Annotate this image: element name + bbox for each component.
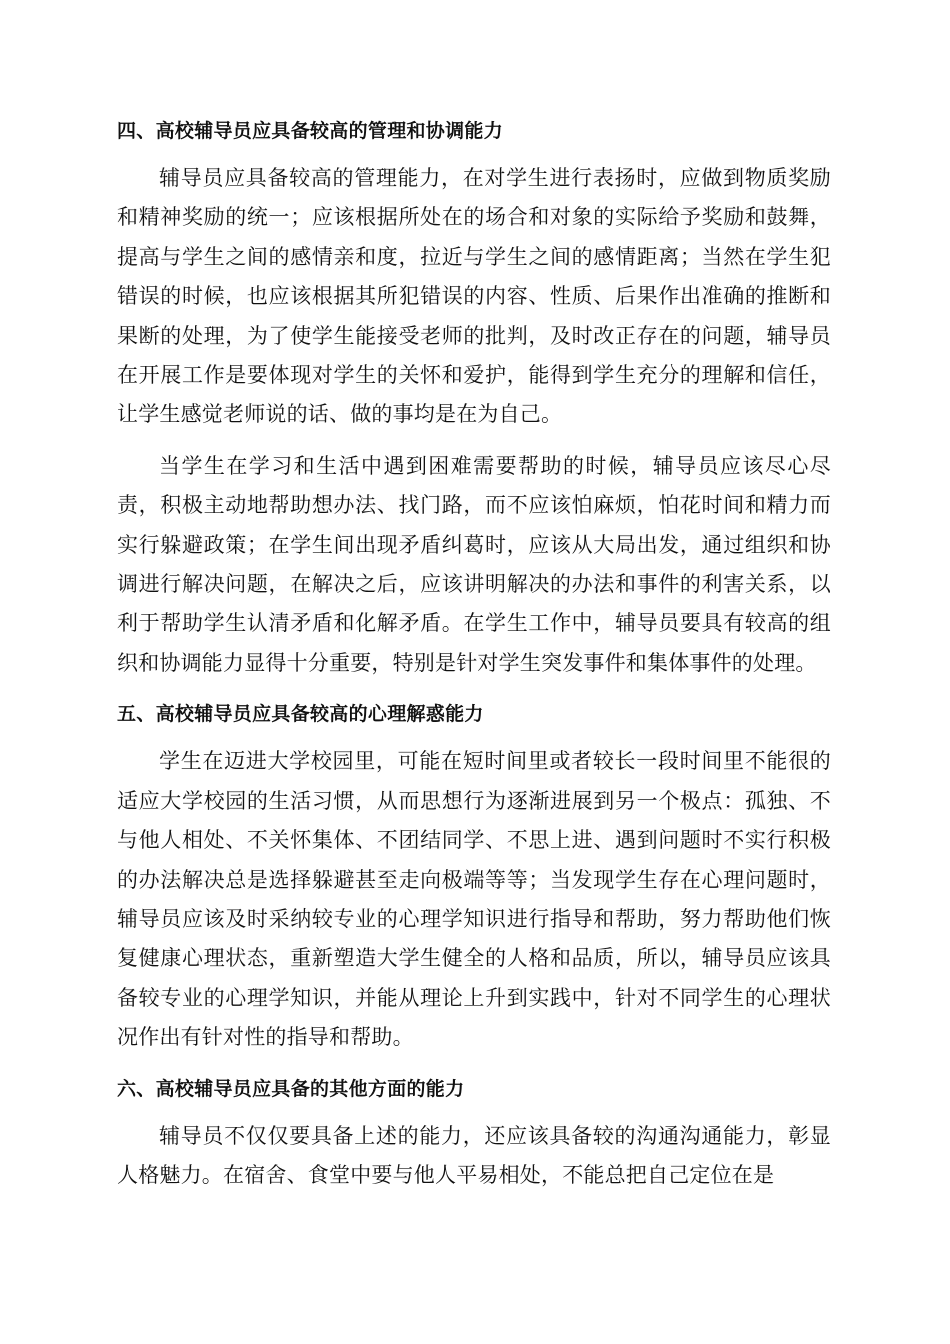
document-page	[117, 112, 831, 1195]
section-heading-6: 六、高校辅导员应具备的其他方面的能力	[117, 1077, 465, 1100]
section-heading-4: 四、高校辅导员应具备较高的管理和协调能力	[117, 120, 504, 142]
paragraph-coordination-ability: 当学生在学习和生活中遇到困难需要帮助的时候，辅导员应该尽心尽责，积极主动地帮助想办法、找门路，而不应该怕麻烦，怕花时间和精力而实行躲避政策；在学生间出现矛盾纠葛时，应该从大局出发，通过组织和协调进行解决问题，在解决之后，应该讲明解决的办法和事件的利害关系，以利于帮助学生认清矛盾和化解矛盾。在学生工作中，辅导员要具有较高的组织和协调能力显得十分重要，特别是针对学生突发事件和集体事件的处理。	[117, 453, 831, 675]
paragraph-other-abilities: 辅导员不仅仅要具备上述的能力，还应该具备较的沟通沟通能力，彰显人格魅力。在宿舍、食堂中要与他人平易相处，不能总把自己定位在是	[117, 1123, 831, 1187]
paragraph-psychological-guidance: 学生在迈进大学校园里，可能在短时间里或者较长一段时间里不能很的适应大学校园的生活习惯，从而思想行为逐渐进展到另一个极点：孤独、不与他人相处、不关怀集体、不团结同学、不思上进、遇到问题时不实行积极的办法解决总是选择躲避甚至走向极端等等；当发现学生存在心理问题时，辅导员应该及时采纳较专业的心理学知识进行指导和帮助，努力帮助他们恢复健康心理状态，重新塑造大学生健全的人格和品质，所以，辅导员应该具备较专业的心理学知识，并能从理论上升到实践中，针对不同学生的心理状况作出有针对性的指导和帮助。	[117, 749, 831, 1050]
paragraph-management-ability: 辅导员应具备较高的管理能力，在对学生进行表扬时，应做到物质奖励和精神奖励的统一；应该根据所处在的场合和对象的实际给予奖励和鼓舞，提高与学生之间的感情亲和度，拉近与学生之间的感情距离；当然在学生犯错误的时候，也应该根据其所犯错误的内容、性质、后果作出准确的推断和果断的处理，为了使学生能接受老师的批判，及时改正存在的问题，辅导员在开展工作是要体现对学生的关怀和爱护，能得到学生充分的理解和信任，让学生感觉老师说的话、做的事均是在为自己。	[117, 166, 831, 427]
section-heading-5: 五、高校辅导员应具备较高的心理解惑能力	[117, 703, 484, 726]
